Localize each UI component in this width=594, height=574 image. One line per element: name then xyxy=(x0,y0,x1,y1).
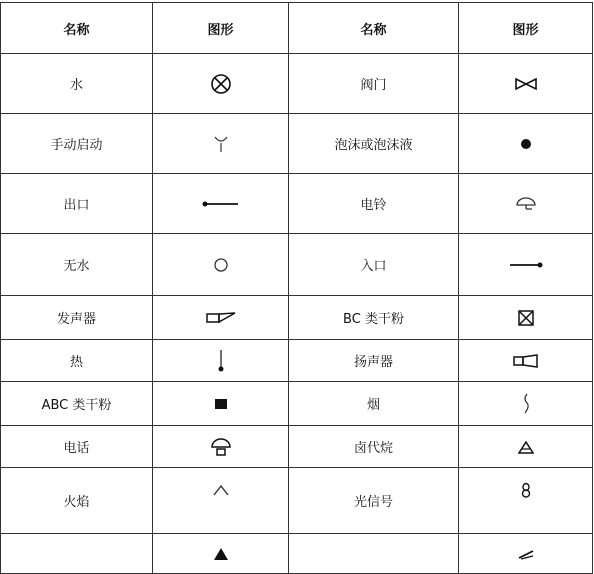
table-row xyxy=(1,534,593,574)
y-fork-icon xyxy=(213,135,229,153)
thermometer-icon xyxy=(217,349,225,373)
circle-x-icon xyxy=(209,72,233,96)
filled-triangle-icon xyxy=(213,547,229,561)
name-cell: 出口 xyxy=(1,174,153,234)
header-symbol-right: 图形 xyxy=(459,3,593,54)
table-row xyxy=(1,54,593,114)
table-row xyxy=(1,382,593,426)
light-signal-icon xyxy=(521,482,531,498)
header-name-right: 名称 xyxy=(289,3,459,54)
name-cell: 热 xyxy=(1,340,153,382)
symbol-legend-table xyxy=(0,2,593,574)
name-cell: 入口 xyxy=(289,234,459,296)
table-row xyxy=(1,114,593,174)
caret-flame-icon xyxy=(212,483,230,497)
table-row xyxy=(1,468,593,534)
name-cell: 电铃 xyxy=(289,174,459,234)
name-cell xyxy=(1,534,153,574)
line-dot-inlet-icon xyxy=(509,261,543,269)
name-cell xyxy=(289,534,459,574)
small-circle-icon xyxy=(213,257,229,273)
name-cell: 发声器 xyxy=(1,296,153,340)
filled-square-icon xyxy=(214,398,228,410)
table-row xyxy=(1,426,593,468)
table-row xyxy=(1,174,593,234)
name-cell: 卤代烷 xyxy=(289,426,459,468)
name-cell: 无水 xyxy=(1,234,153,296)
header-row xyxy=(1,3,593,54)
partial-symbol-icon xyxy=(517,548,535,560)
name-cell: 电话 xyxy=(1,426,153,468)
speaker-icon xyxy=(513,354,539,368)
sounder-icon xyxy=(206,312,236,324)
bowtie-valve-icon xyxy=(514,77,538,91)
name-cell: 手动启动 xyxy=(1,114,153,174)
triangle-halon-icon xyxy=(518,440,534,454)
table-row xyxy=(1,340,593,382)
name-cell: 光信号 xyxy=(289,468,459,534)
name-cell: ABC 类干粉 xyxy=(1,382,153,426)
header-name-left: 名称 xyxy=(1,3,153,54)
name-cell: 烟 xyxy=(289,382,459,426)
bell-icon xyxy=(514,196,538,212)
telephone-icon xyxy=(210,437,232,457)
table-row xyxy=(1,296,593,340)
dot-line-outlet-icon xyxy=(202,200,240,208)
filled-dot-icon xyxy=(520,138,532,150)
header-symbol-left: 图形 xyxy=(153,3,289,54)
name-cell: 泡沫或泡沫液 xyxy=(289,114,459,174)
boxed-x-icon xyxy=(518,310,534,326)
smoke-wave-icon xyxy=(521,393,531,415)
name-cell: 扬声器 xyxy=(289,340,459,382)
name-cell: 水 xyxy=(1,54,153,114)
name-cell: 阀门 xyxy=(289,54,459,114)
name-cell: BC 类干粉 xyxy=(289,296,459,340)
table-row xyxy=(1,234,593,296)
name-cell: 火焰 xyxy=(1,468,153,534)
